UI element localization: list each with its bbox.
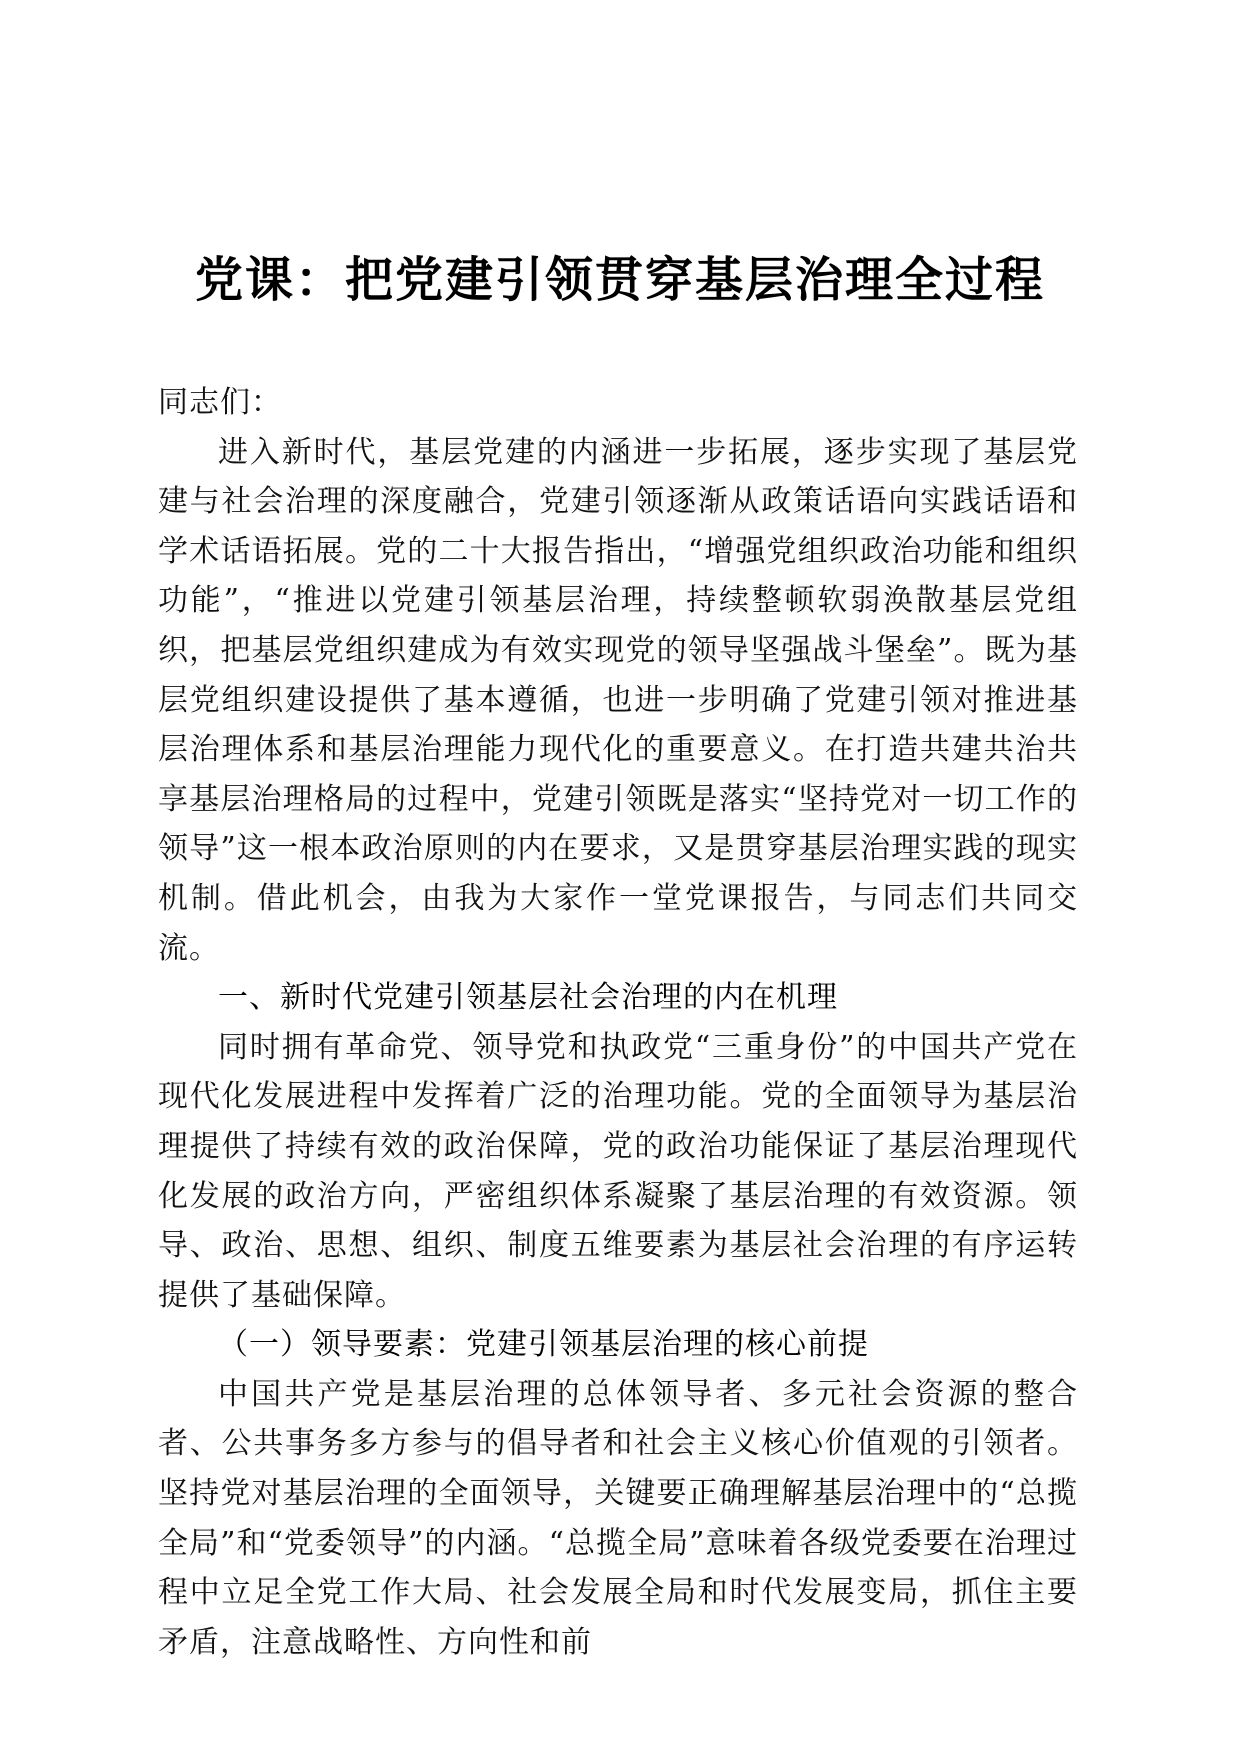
subsection-heading-1: （一）领导要素：党建引领基层治理的核心前提: [218, 1327, 869, 1363]
section-1-paragraph: 同时拥有革命党、领导党和执政党“三重身份”的中国共产党在现代化发展进程中发挥着广泛的治理功能。党的全面领导为基层治理提供了持续有效的政治保障，党的政治功能保证了基层治理现代化发展的政治方向，严密组织体系凝聚了基层治理的有效资源。领导、政治、思想、组织、制度五维要素为基层社会治理的有序运转提供了基础保障。: [158, 1029, 1078, 1313]
document-title: 党课：把党建引领贯穿基层治理全过程: [194, 252, 1045, 308]
subsection-1-paragraph: 中国共产党是基层治理的总体领导者、多元社会资源的整合者、公共事务多方参与的倡导者和社会主义核心价值观的引领者。坚持党对基层治理的全面领导，关键要正确理解基层治理中的“总揽全局”和“党委领导”的内涵。“总揽全局”意味着各级党委要在治理过程中立足全党工作大局、社会发展全局和时代发展变局，抓住主要矛盾，注意战略性、方向性和前: [158, 1376, 1078, 1660]
section-heading-1: 一、新时代党建引领基层社会治理的内在机理: [218, 980, 838, 1016]
document-body: [158, 378, 1078, 1667]
intro-paragraph: 进入新时代，基层党建的内涵进一步拓展，逐步实现了基层党建与社会治理的深度融合，党建引领逐渐从政策话语向实践话语和学术话语拓展。党的二十大报告指出，“增强党组织政治功能和组织功能”，“推进以党建引领基层治理，持续整顿软弱涣散基层党组织，把基层党组织建成为有效实现党的领导坚强战斗堡垒”。既为基层党组织建设提供了基本遵循，也进一步明确了党建引领对推进基层治理体系和基层治理能力现代化的重要意义。在打造共建共治共享基层治理格局的过程中，党建引领既是落实“坚持党对一切工作的领导”这一根本政治原则的内在要求，又是贯穿基层治理实践的现实机制。借此机会，由我为大家作一堂党课报告，与同志们共同交流。: [158, 434, 1078, 966]
salutation: 同志们：: [158, 385, 282, 420]
